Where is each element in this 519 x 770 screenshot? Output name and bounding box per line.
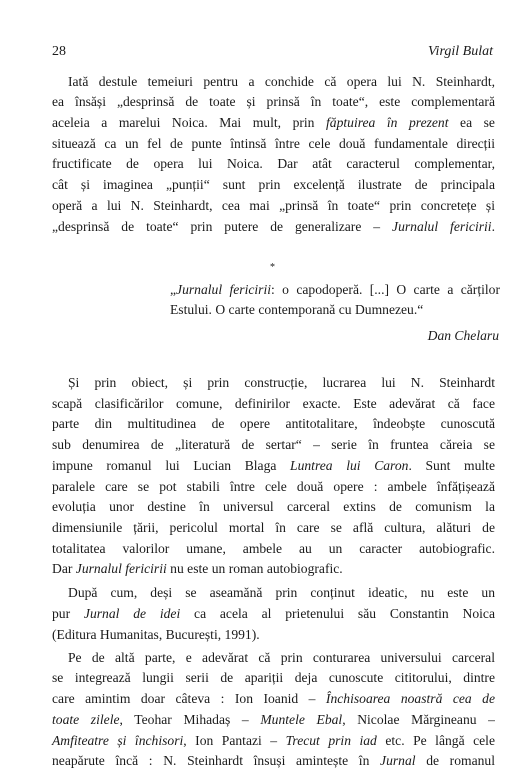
text-line: situează ca un fel de punte întinsă între cele două fundamentale direcții — [52, 136, 495, 151]
text-line: cât și imaginea „punții“ sunt prin excelență ilustrate de principala — [52, 177, 495, 192]
text-line: Amfiteatre și închisori, Ion Pantazi – Trecut prin iad etc. Pe lângă cele — [52, 733, 495, 748]
text-line: Pe de altă parte, e adevărat că prin conturarea universului carceral — [68, 650, 495, 665]
running-head: Virgil Bulat — [428, 44, 493, 59]
text-line: impune romanul lui Lucian Blaga Luntrea lui Caron. Sunt multe — [52, 458, 495, 473]
text-line: operă a lui N. Steinhardt, cea mai „prinsă în toate“ prin concretețe și — [52, 198, 495, 213]
text-line: Și prin obiect, și prin construcție, lucrarea lui N. Steinhardt — [68, 375, 495, 390]
quote-line: „Jurnalul fericirii: o capodoperă. [...] O carte a cărților — [170, 282, 500, 297]
text-line: După cum, deși se aseamănă prin conținut ideatic, nu este un — [68, 585, 495, 600]
text-line: pur Jurnal de idei ca acela al prietenului său Constantin Noica — [52, 606, 495, 621]
text-line: fructificate de opera lui Noica. Dar atât caracterul complementar, — [52, 156, 495, 171]
quote-line: Estului. O carte contemporană cu Dumnezeu.“ — [170, 302, 424, 317]
text-line: totalitatea valorilor umane, ambele au un caracter autobiografic. — [52, 541, 495, 556]
text-line: (Editura Humanitas, București, 1991). — [52, 627, 260, 642]
text-line: scapă clasificărilor comune, definirilor exacte. Este adevărat că face — [52, 396, 495, 411]
page-number: 28 — [52, 44, 66, 59]
text-line: „desprinsă de toate“ prin putere de generalizare – Jurnalul fericirii. — [52, 219, 495, 234]
text-line: care amintim doar câteva : Ion Ioanid – Închisoarea noastră cea de — [52, 691, 495, 706]
quote-author: Dan Chelaru — [427, 328, 499, 343]
text-line: paralele care se pot stabili între cele două opere : ambele înfățișează — [52, 479, 495, 494]
text-line: dimensiunile țării, pericolul mortal în care se află cultura, alături de — [52, 520, 495, 535]
text-line: neapărute încă : N. Steinhardt însuși amintește în Jurnal de romanul — [52, 753, 495, 768]
section-separator: * — [270, 262, 275, 273]
text-line: evoluția unor destine în universul carceral extins de comunism la — [52, 499, 495, 514]
text-line: sub denumirea de „literatură de sertar“ – serie în fruntea căreia se — [52, 437, 495, 452]
text-line: Dar Jurnalul fericirii nu este un roman autobiografic. — [52, 561, 343, 576]
page-header — [52, 44, 493, 64]
text-line: ea însăși „desprinsă de toate și prinsă în toate“, este complementară — [52, 94, 495, 109]
text-line: toate zilele, Teohar Mihadaș – Muntele Ebal, Nicolae Mărgineanu – — [52, 712, 495, 727]
text-line: Iată destule temeiuri pentru a conchide că opera lui N. Steinhardt, — [68, 74, 495, 89]
text-line: aceleia a marelui Noica. Mai mult, prin făptuirea în prezent ea se — [52, 115, 495, 130]
text-line: parte din multitudinea de opere antitotalitare, îndeobște cunoscută — [52, 416, 495, 431]
text-line: se integrează lungii serii de apariții deja cunoscute cititorului, dintre — [52, 670, 495, 685]
